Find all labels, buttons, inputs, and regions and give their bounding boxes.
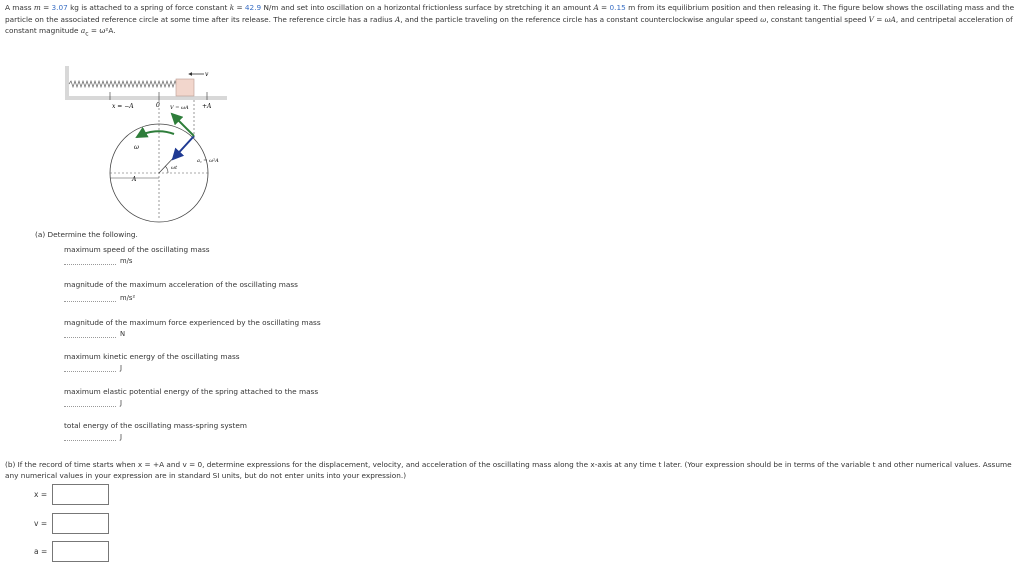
question-max-acceleration: magnitude of the maximum acceleration of the oscillating mass [64,280,298,289]
angle-label: ωt [171,165,178,171]
answer-max-potential-energy [64,397,122,407]
unit-label: m/s [120,257,133,265]
problem-statement: A mass m = 3.07 kg is attached to a spring of force constant k = 42.9 N/m and set into oscillation on a horizontal frictionless surface by stretching it an amount A = 0.15 m from its equilibrium position and then releasing it. The figure below shows the oscillating mass and the particle on the associated reference circle at some time after its release. The reference circle has a radius A, and the particle traveling on the reference circle has a constant counterclockwise angular speed ω, constant tangential speed V = ωA, and centripetal acceleration of constant magnitude $a_c = \omega^2A$. [5,3,1015,38]
floor [65,96,227,100]
total-energy-input[interactable] [64,431,116,441]
max-potential-energy-input[interactable] [64,397,116,407]
omega-label: ω [134,144,139,151]
part-b-text: (b) If the record of time starts when x = +A and v = 0, determine expressions for the displacement, velocity, and acceleration of the oscillating mass along the x-axis at any time t later. (Your expression should be in terms of the variable t and other numerical values. Assume any numerical values in your expression are in standard SI units, but do not enter units into your expression.) [5,460,1012,480]
radius-label: A [132,176,137,183]
wall [65,66,69,100]
question-max-potential-energy: maximum elastic potential energy of the spring attached to the mass [64,387,319,396]
centripetal-acceleration-arrow-icon [173,136,194,159]
question-max-force: magnitude of the maximum force experienced by the oscillating mass [64,318,321,327]
v-label: v = [34,519,48,528]
label-plus-A: +A [202,103,212,110]
max-kinetic-energy-input[interactable] [64,362,116,372]
x-label: x = [34,490,48,499]
label-minus-A: x = −A [112,103,134,110]
answer-max-speed [64,255,132,265]
unit-label: m/s² [120,294,136,302]
max-speed-input[interactable] [64,255,116,265]
velocity-label: v [205,71,209,78]
x-expression-input[interactable] [52,484,109,505]
part-a-heading: (a) Determine the following. [35,230,138,239]
label-zero: 0 [156,102,160,109]
unit-label: J [120,364,123,372]
a-label: a = [34,547,48,556]
centripetal-label: a꜀ = ω²A [197,158,219,164]
unit-label: N [120,330,126,338]
v-expression-input[interactable] [52,513,109,534]
spring [69,81,184,87]
x-expression-row [34,484,109,505]
question-max-speed: maximum speed of the oscillating mass [64,245,210,254]
answer-max-kinetic-energy [64,362,122,372]
reference-circle-figure [62,62,237,227]
angular-speed-arc-icon [137,131,174,137]
max-force-input[interactable] [64,328,116,338]
spring-constant-value: 42.9 [244,3,262,12]
answer-max-acceleration [64,292,135,302]
a-expression-input[interactable] [52,541,109,562]
a-expression-row [34,541,109,562]
mass-block [176,79,194,96]
tangential-velocity-arrow-icon [172,114,194,136]
answer-total-energy [64,431,122,441]
mass-value: 3.07 [51,3,68,12]
amplitude-value: 0.15 [609,3,626,12]
v-expression-row [34,513,109,534]
label-tangential-speed: V = ωA [170,105,189,111]
question-max-kinetic-energy: maximum kinetic energy of the oscillating mass [64,352,240,361]
max-acceleration-input[interactable] [64,292,116,302]
unit-label: J [120,433,123,441]
question-total-energy: total energy of the oscillating mass-spring system [64,421,247,430]
unit-label: J [120,399,123,407]
answer-max-force [64,328,125,338]
